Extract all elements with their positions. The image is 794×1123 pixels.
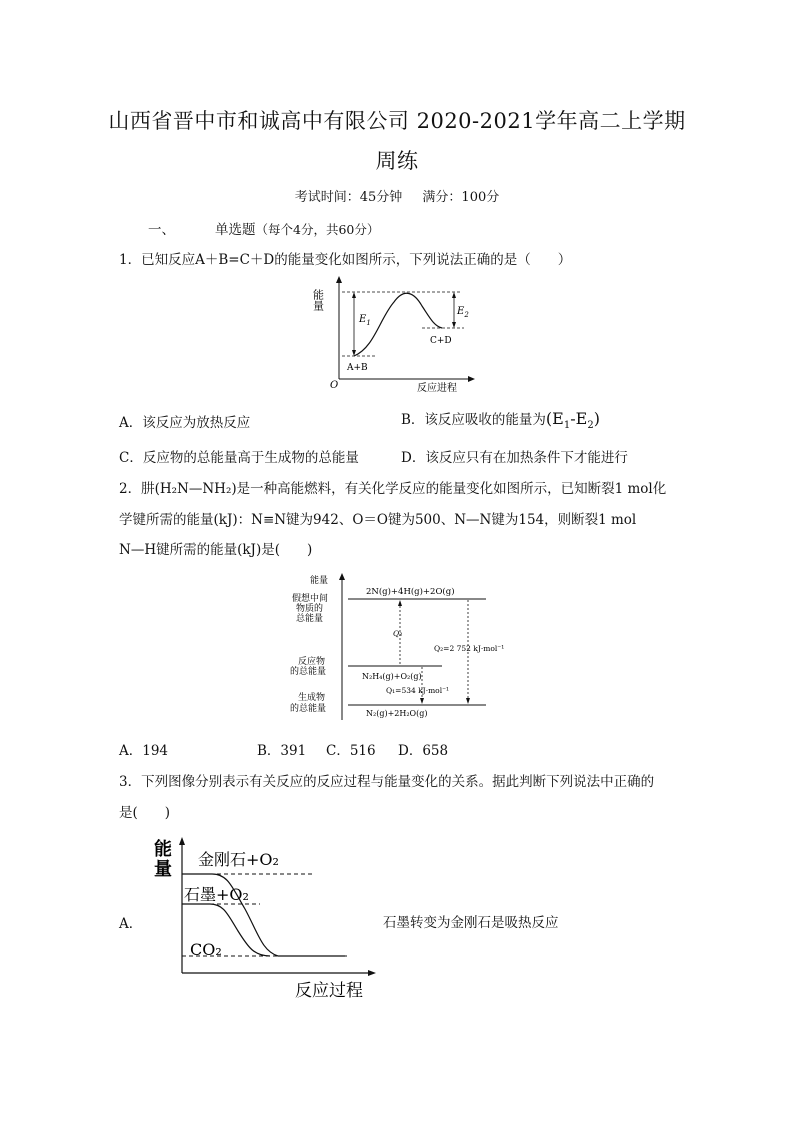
q2-label-top-3: 总能量 bbox=[296, 614, 324, 624]
q2-q3-label: Q₃ bbox=[393, 629, 403, 638]
q2-label-top-2: 物质的 bbox=[296, 604, 324, 614]
q2-stem-line1: 2．肼(H₂N—NH₂)是一种高能燃料，有关化学反应的能量变化如图所示，已知断裂1 mol化 bbox=[119, 481, 667, 497]
section-number: 一、 bbox=[148, 222, 175, 238]
q3-diamond-label: 金刚石+O₂ bbox=[198, 850, 279, 869]
q1-reactants-label: A+B bbox=[347, 363, 368, 373]
q3-x-label: 反应过程 bbox=[295, 981, 363, 1001]
q2-label-top-1: 假想中间 bbox=[292, 594, 329, 604]
q3-option-a-label[interactable]: A． bbox=[119, 916, 143, 932]
q2-q2-label: Q₂=2 752 kJ·mol⁻¹ bbox=[434, 644, 505, 653]
q1-x-label: 反应进程 bbox=[417, 383, 457, 394]
document-title-line2: 周练 bbox=[375, 149, 419, 173]
q3-option-a-text: 石墨转变为金刚石是吸热反应 bbox=[383, 915, 559, 931]
q1-products-label: C+D bbox=[430, 336, 452, 346]
q1-option-c[interactable]: C．反应物的总能量高于生成物的总能量 bbox=[119, 450, 359, 466]
q3-stem-line2: 是( ) bbox=[119, 805, 171, 821]
q2-label-bot-2: 的总能量 bbox=[290, 704, 327, 714]
section-note: （每个4分，共60分） bbox=[255, 222, 380, 237]
q2-stem-line3: N—H键所需的能量(kJ)是( ) bbox=[119, 542, 313, 558]
q1-option-a[interactable]: A．该反应为放热反应 bbox=[119, 415, 251, 431]
q1-option-b-expr: $(E_1-E_2)$ bbox=[545, 409, 600, 432]
q2-q1-label: Q₁=534 kJ·mol⁻¹ bbox=[386, 686, 450, 695]
q3-y-label-2: 量 bbox=[154, 859, 172, 880]
q1-origin: O bbox=[330, 380, 339, 391]
section-heading bbox=[148, 218, 379, 238]
q1-option-b[interactable] bbox=[401, 408, 600, 431]
q1-option-d[interactable]: D．该反应只有在加热条件下才能进行 bbox=[401, 450, 628, 466]
q3-y-label-1: 能 bbox=[154, 839, 172, 860]
q2-level-top: 2N(g)+4H(g)+2O(g) bbox=[366, 587, 455, 597]
full-score: 满分：100分 bbox=[422, 190, 500, 205]
q2-energy-diagram bbox=[282, 572, 522, 724]
q2-level-mid: N₂H₄(g)+O₂(g) bbox=[362, 672, 422, 681]
q2-option-d[interactable]: D．658 bbox=[398, 743, 449, 759]
q2-label-mid-1: 反应物 bbox=[298, 657, 326, 667]
q2-label-mid-2: 的总能量 bbox=[290, 667, 327, 677]
q1-y-label: 能量 bbox=[312, 289, 325, 311]
q2-y-label: 能量 bbox=[310, 576, 329, 586]
q3-co2-label: CO₂ bbox=[190, 940, 222, 959]
q2-label-bot-1: 生成物 bbox=[298, 693, 326, 703]
q1-stem: 1．已知反应A＋B=C＋D的能量变化如图所示，下列说法正确的是（ ） bbox=[119, 252, 572, 268]
q2-level-bot: N₂(g)+2H₂O(g) bbox=[366, 709, 428, 718]
q3-stem-line1: 3．下列图像分别表示有关反应的反应过程与能量变化的关系。据此判断下列说法中正确的 bbox=[119, 774, 655, 790]
q1-e2-label: $E_2$ bbox=[457, 306, 469, 319]
q1-e1-label: $E_1$ bbox=[359, 314, 371, 327]
exam-time: 考试时间：45分钟 bbox=[294, 190, 403, 205]
exam-meta bbox=[0, 186, 794, 205]
q2-stem-line2: 学键所需的能量(kJ)：N≡N键为942、O＝O键为500、N—N键为154，则断裂1 mol bbox=[119, 512, 637, 528]
q2-option-b[interactable]: B．391 bbox=[257, 743, 307, 759]
q1-energy-diagram bbox=[312, 276, 477, 396]
q1-option-b-text: B．该反应吸收的能量为 bbox=[401, 412, 546, 428]
section-name: 单选题 bbox=[215, 222, 256, 238]
q2-option-c[interactable]: C．516 bbox=[326, 743, 376, 759]
q3-graphite-label: 石墨+O₂ bbox=[184, 885, 249, 904]
q3-energy-diagram bbox=[150, 833, 382, 1003]
document-title-line1: 山西省晋中市和诚高中有限公司 2020-2021学年高二上学期 bbox=[108, 109, 686, 133]
q2-option-a[interactable]: A．194 bbox=[119, 743, 169, 759]
